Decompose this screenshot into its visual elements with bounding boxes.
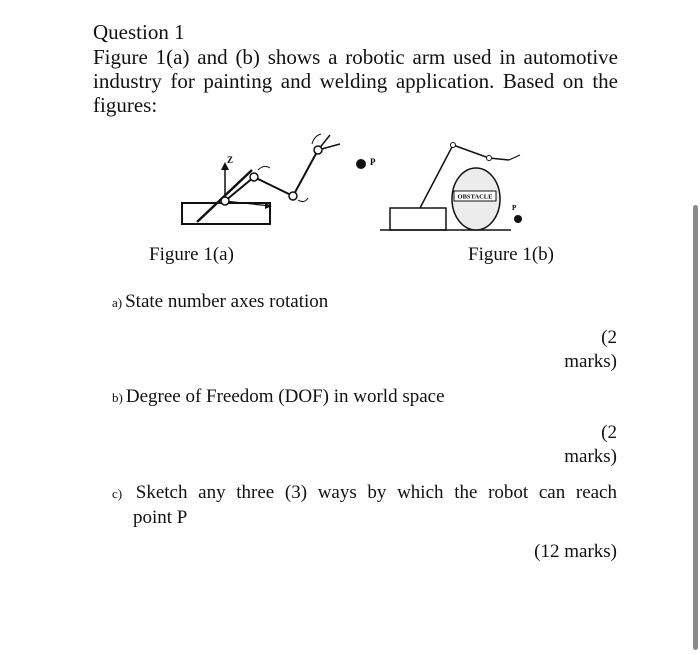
rotation-arrow-wrist-icon xyxy=(312,134,321,144)
subquestion-a-marks xyxy=(564,326,617,374)
marks-a-line-1: (2 xyxy=(601,327,617,348)
robot-base-b xyxy=(390,208,446,230)
marks-c-line-1: (12 marks) xyxy=(534,541,617,562)
subquestion-c xyxy=(112,481,617,530)
gripper-b xyxy=(509,155,520,160)
point-p-label-a: P xyxy=(370,157,376,167)
robot-base xyxy=(182,203,270,224)
subquestion-b-text: Degree of Freedom (DOF) in world space xyxy=(125,386,445,407)
arm-link-b3 xyxy=(489,158,509,160)
joint-wrist xyxy=(314,146,322,154)
joint-elbow xyxy=(289,192,297,200)
subquestion-c-marker: c) xyxy=(112,486,123,501)
subquestion-c-line-1: Sketch any three (3) ways by which the robot can reach xyxy=(135,482,617,503)
subquestion-a-marker: a) xyxy=(112,295,123,310)
intro-line-3: figures: xyxy=(93,93,158,117)
subquestion-c-marks xyxy=(534,540,617,564)
subquestion-b-marks xyxy=(564,421,617,469)
arm-link-b2 xyxy=(453,145,489,158)
joint-b-shoulder xyxy=(451,143,456,148)
rotation-arrow-shoulder-icon xyxy=(258,166,270,170)
marks-b-line-2: marks) xyxy=(564,446,617,467)
marks-b-line-1: (2 xyxy=(601,422,617,443)
figure-1a-caption: Figure 1(a) xyxy=(149,244,234,265)
question-title: Question 1 xyxy=(93,20,185,44)
subquestion-a xyxy=(112,290,328,315)
marks-a-line-2: marks) xyxy=(564,351,617,372)
target-point-p xyxy=(356,159,366,169)
rotation-arrow-elbow-icon xyxy=(298,198,308,202)
figure-1a-diagram xyxy=(170,130,400,245)
subquestion-c-line-2: point P xyxy=(133,507,188,528)
point-p-label-b: P xyxy=(512,204,517,212)
joint-base xyxy=(221,197,229,205)
arm-link-b1 xyxy=(420,145,453,208)
arm-link-3 xyxy=(293,150,318,196)
subquestion-a-text: State number axes rotation xyxy=(125,291,329,312)
subquestion-b xyxy=(112,385,445,410)
intro-line-2: industry for painting and welding application. Based on the xyxy=(93,69,618,93)
obstacle-label: OBSTACLE xyxy=(457,193,493,201)
target-point-p-b xyxy=(514,215,522,223)
figure-1b-diagram xyxy=(378,138,538,235)
joint-shoulder xyxy=(250,173,258,181)
intro-line-1: Figure 1(a) and (b) shows a robotic arm used in automotive xyxy=(93,45,618,69)
arm-link-2 xyxy=(254,177,293,196)
z-axis-label: Z xyxy=(227,155,234,165)
figure-1b-caption: Figure 1(b) xyxy=(468,244,555,265)
joint-b-elbow xyxy=(487,156,492,161)
subquestion-b-marker: b) xyxy=(112,390,123,405)
scrollbar[interactable] xyxy=(693,205,698,650)
